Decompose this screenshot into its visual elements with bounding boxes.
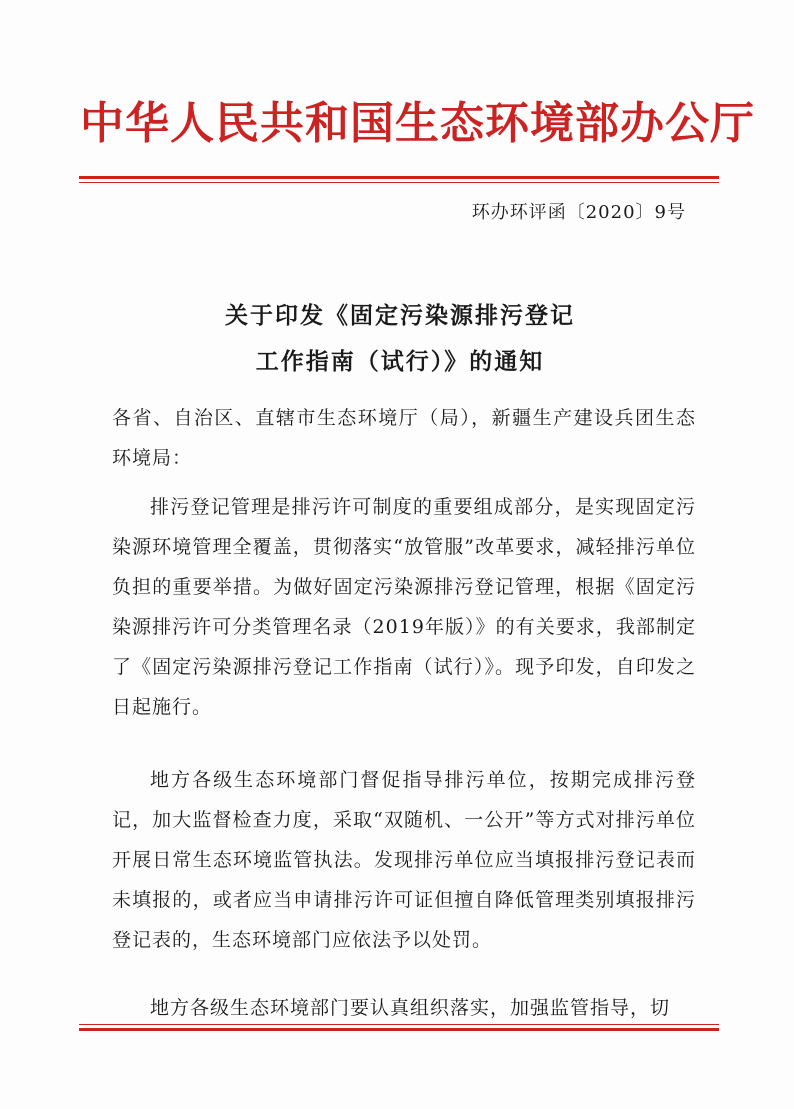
- issuer-masthead: 中华人民共和国生态环境部办公厅: [80, 98, 755, 149]
- paragraph-1: [112, 487, 696, 727]
- footer-rule-thick: [79, 1028, 719, 1031]
- document-title-line-1: 关于印发《固定污染源排污登记: [225, 303, 575, 329]
- paragraph-2-text: 地方各级生态环境部门督促指导排污单位，按期完成排污登记，加大监督检查力度，采取“双随机、一公开”等方式对排污单位开展日常生态环境监管执法。发现排污单位应当填报排污登记表而未填报的，或者应当申请排污许可证但擅自降低管理类别填报排污登记表的，生态环境部门应依法予以处罚。: [112, 769, 696, 951]
- paragraph-1-text: 排污登记管理是排污许可制度的重要组成部分，是实现固定污染源环境管理全覆盖，贯彻落实“放管服”改革要求，减轻排污单位负担的重要举措。为做好固定污染源排污登记管理，根据《固定污染源排污许可分类管理名录（2019年版）》的有关要求，我部制定了《固定污染源排污登记工作指南（试行）》。现予印发，自印发之日起施行。: [112, 496, 696, 718]
- salutation: [112, 398, 696, 478]
- paragraph-2: [112, 760, 696, 960]
- document-number: 环办环评函〔2020〕9号: [471, 202, 686, 223]
- footer-rule-thin: [79, 1024, 719, 1025]
- paragraph-3-text: 地方各级生态环境部门要认真组织落实，加强监管指导，切: [150, 997, 671, 1019]
- masthead-rule-thin: [79, 182, 719, 183]
- document-title-line-2: 工作指南（试行）》的通知: [255, 349, 545, 375]
- salutation-text: 各省、自治区、直辖市生态环境厅（局），新疆生产建设兵团生态环境局：: [112, 407, 696, 469]
- paragraph-3: [112, 988, 696, 1028]
- masthead-rule-thick: [79, 176, 719, 179]
